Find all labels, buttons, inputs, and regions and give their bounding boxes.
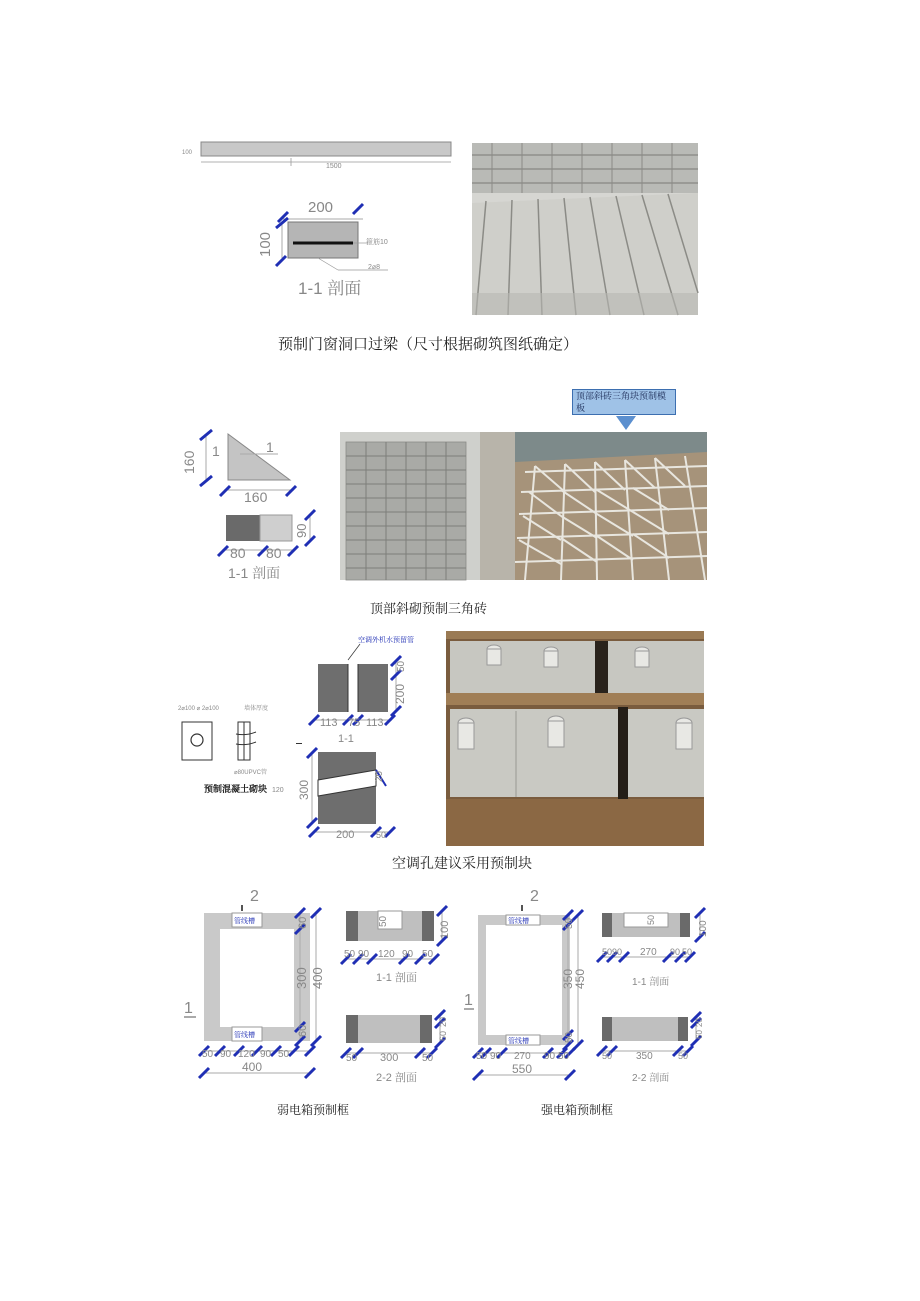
triangle-brick-mold-photo xyxy=(515,432,707,580)
ac-block-section-drawing xyxy=(297,630,440,841)
tri-section-title: 1-1 剖面 xyxy=(228,565,281,581)
weak-bottom-dim-2: 120 xyxy=(238,1049,255,1060)
strong-s22-dim-0: 50 xyxy=(602,1051,613,1061)
lintel-photo xyxy=(472,143,698,315)
ac-section-title: 1-1 xyxy=(338,733,354,745)
strong-slot-top: 管线槽 xyxy=(508,917,529,925)
triangle-brick-stack-photo xyxy=(340,432,515,580)
strong-s11-dim-2: 270 xyxy=(640,947,657,958)
block-w1-label: 80 xyxy=(230,545,246,561)
strong-bottom-dim-4: 50 xyxy=(558,1051,570,1062)
strong-s11-h: 100 xyxy=(698,920,709,937)
ac-block-small-drawing xyxy=(176,700,306,800)
beam-length-label: 1500 xyxy=(326,163,342,170)
strong-s22-title: 2-2 剖面 xyxy=(632,1073,670,1084)
weak-s11-dim-0: 50 xyxy=(344,949,356,960)
weak-box-caption: 弱电箱预制框 xyxy=(277,1103,350,1117)
ac-caption: 空调孔建议采用预制块 xyxy=(392,856,532,872)
triangle-brick-caption: 顶部斜砌预制三角砖 xyxy=(370,602,488,617)
weak-s22-h1: 60 xyxy=(438,1030,448,1041)
weak-bottom-dim-1: 90 xyxy=(220,1049,232,1060)
weak-slot-top: 管线槽 xyxy=(234,917,255,925)
strong-box-frame-drawing xyxy=(460,885,710,1090)
strong-right-dim-2: 50 xyxy=(564,1031,575,1043)
weak-s22-h0: 20 xyxy=(438,1016,448,1027)
weak-bottom-dim-3: 90 xyxy=(260,1049,272,1060)
strong-box-caption: 强电箱预制框 xyxy=(541,1103,614,1117)
ac-top-h1: 50 xyxy=(396,660,407,672)
ac-bottom-h: 300 xyxy=(297,779,311,800)
ac-top-dim-1: 75 xyxy=(348,717,361,729)
strong-s22-h1: 60 xyxy=(695,1030,704,1039)
triangle-brick-drawing xyxy=(178,428,328,588)
strong-s11-dim-0: 50 xyxy=(602,947,613,957)
weak-s11-dim-3: 90 xyxy=(402,949,414,960)
ac-callout: 空调外机水预留管 xyxy=(358,636,414,644)
weak-s22-dim-1: 300 xyxy=(380,1052,399,1064)
strong-bottom-dim-3: 90 xyxy=(544,1051,556,1062)
strong-s22-dim-1: 350 xyxy=(636,1051,653,1062)
tri-slope-v: 1 xyxy=(212,443,220,459)
weak-marker-top: 2 xyxy=(250,888,259,905)
lintel-caption: 预制门窗洞口过梁（尺寸根据砌筑图纸确定） xyxy=(278,335,579,353)
tri-slope-label: 1 xyxy=(266,439,274,455)
strong-marker-side: 1 xyxy=(464,992,473,1009)
ac-small-dims: 2⌀100 ⌀ 2⌀100 xyxy=(178,706,219,712)
weak-right-dim-0: 60 xyxy=(297,916,309,929)
strong-marker-top: 2 xyxy=(530,888,539,905)
ac-block-thk: 120 xyxy=(272,787,284,794)
block-h-label: 90 xyxy=(294,523,309,538)
weak-s22-title: 2-2 剖面 xyxy=(376,1072,417,1084)
weak-marker-side: 1 xyxy=(184,1000,193,1017)
mold-callout-text: 顶部斜砖三角块预制模板 xyxy=(576,392,667,414)
ac-dash xyxy=(296,743,302,744)
ac-top-h2: 200 xyxy=(393,683,407,704)
strong-s11-title: 1-1 剖面 xyxy=(632,977,670,988)
mold-callout xyxy=(572,389,676,415)
weak-s11-slot: 50 xyxy=(378,915,389,927)
tri-height-label: 160 xyxy=(181,450,197,474)
strong-right-dim-1: 350 xyxy=(561,968,575,989)
strong-s22-dim-2: 50 xyxy=(678,1051,689,1061)
lintel-section-title: 1-1 剖面 xyxy=(298,279,362,298)
weak-s22-dim-2: 50 xyxy=(422,1053,434,1064)
weak-s22-dim-0: 50 xyxy=(346,1053,358,1064)
ac-bottom-h2: 20 xyxy=(374,770,385,782)
ac-bottom-w: 200 xyxy=(336,829,355,841)
ac-wall-label: 墙体厚度 xyxy=(244,706,269,712)
ac-block-photo xyxy=(446,631,704,846)
ac-bottom-w2: 50 xyxy=(376,830,387,840)
weak-s11-title: 1-1 剖面 xyxy=(376,972,417,984)
strong-s22-h0: 20 xyxy=(695,1018,704,1027)
tri-width-label: 160 xyxy=(244,489,268,505)
strong-s11-dim-4: 50 xyxy=(682,947,693,957)
beam-height-label: 100 xyxy=(182,150,193,156)
rebar-label-1: 箍筋10 xyxy=(366,239,388,246)
strong-right-total: 450 xyxy=(573,968,587,989)
strong-bottom-dim-2: 270 xyxy=(514,1051,531,1062)
weak-s11-dim-2: 120 xyxy=(378,949,395,960)
block-w2-label: 80 xyxy=(266,545,282,561)
weak-right-total: 400 xyxy=(310,967,325,989)
lintel-drawing xyxy=(178,132,468,307)
weak-s11-h: 100 xyxy=(439,920,451,939)
callout-arrow-icon xyxy=(616,416,636,430)
weak-s11-dim-4: 50 xyxy=(422,949,434,960)
rebar-label-2: 2⌀8 xyxy=(368,264,381,271)
weak-right-dim-1: 300 xyxy=(294,967,309,989)
strong-s11-slot: 50 xyxy=(646,914,656,925)
ac-pvc-label: ⌀80UPVC管 xyxy=(234,770,267,776)
weak-right-dim-2: 60 xyxy=(297,1024,309,1037)
strong-right-dim-0: 50 xyxy=(564,917,575,929)
strong-bottom-dim-1: 90 xyxy=(490,1051,502,1062)
weak-s11-dim-1: 90 xyxy=(358,949,370,960)
strong-slot-bottom: 管线槽 xyxy=(508,1037,529,1045)
ac-top-dim-0: 113 xyxy=(320,717,338,729)
strong-bottom-total: 550 xyxy=(512,1062,533,1076)
weak-bottom-total: 400 xyxy=(242,1060,263,1074)
weak-box-frame-drawing xyxy=(180,885,460,1090)
section-height-label: 100 xyxy=(257,231,274,257)
weak-bottom-dim-4: 50 xyxy=(278,1049,290,1060)
ac-block-label: 预制混凝土砌块 xyxy=(204,785,268,795)
ac-top-dim-2: 113 xyxy=(366,717,384,729)
weak-bottom-dim-0: 50 xyxy=(202,1049,214,1060)
strong-s11-dim-3: 90 xyxy=(670,947,681,957)
strong-bottom-dim-0: 50 xyxy=(476,1051,488,1062)
section-width-label: 200 xyxy=(308,199,334,216)
weak-slot-bottom: 管线槽 xyxy=(234,1031,255,1039)
strong-s11-dim-1: 90 xyxy=(612,947,623,957)
